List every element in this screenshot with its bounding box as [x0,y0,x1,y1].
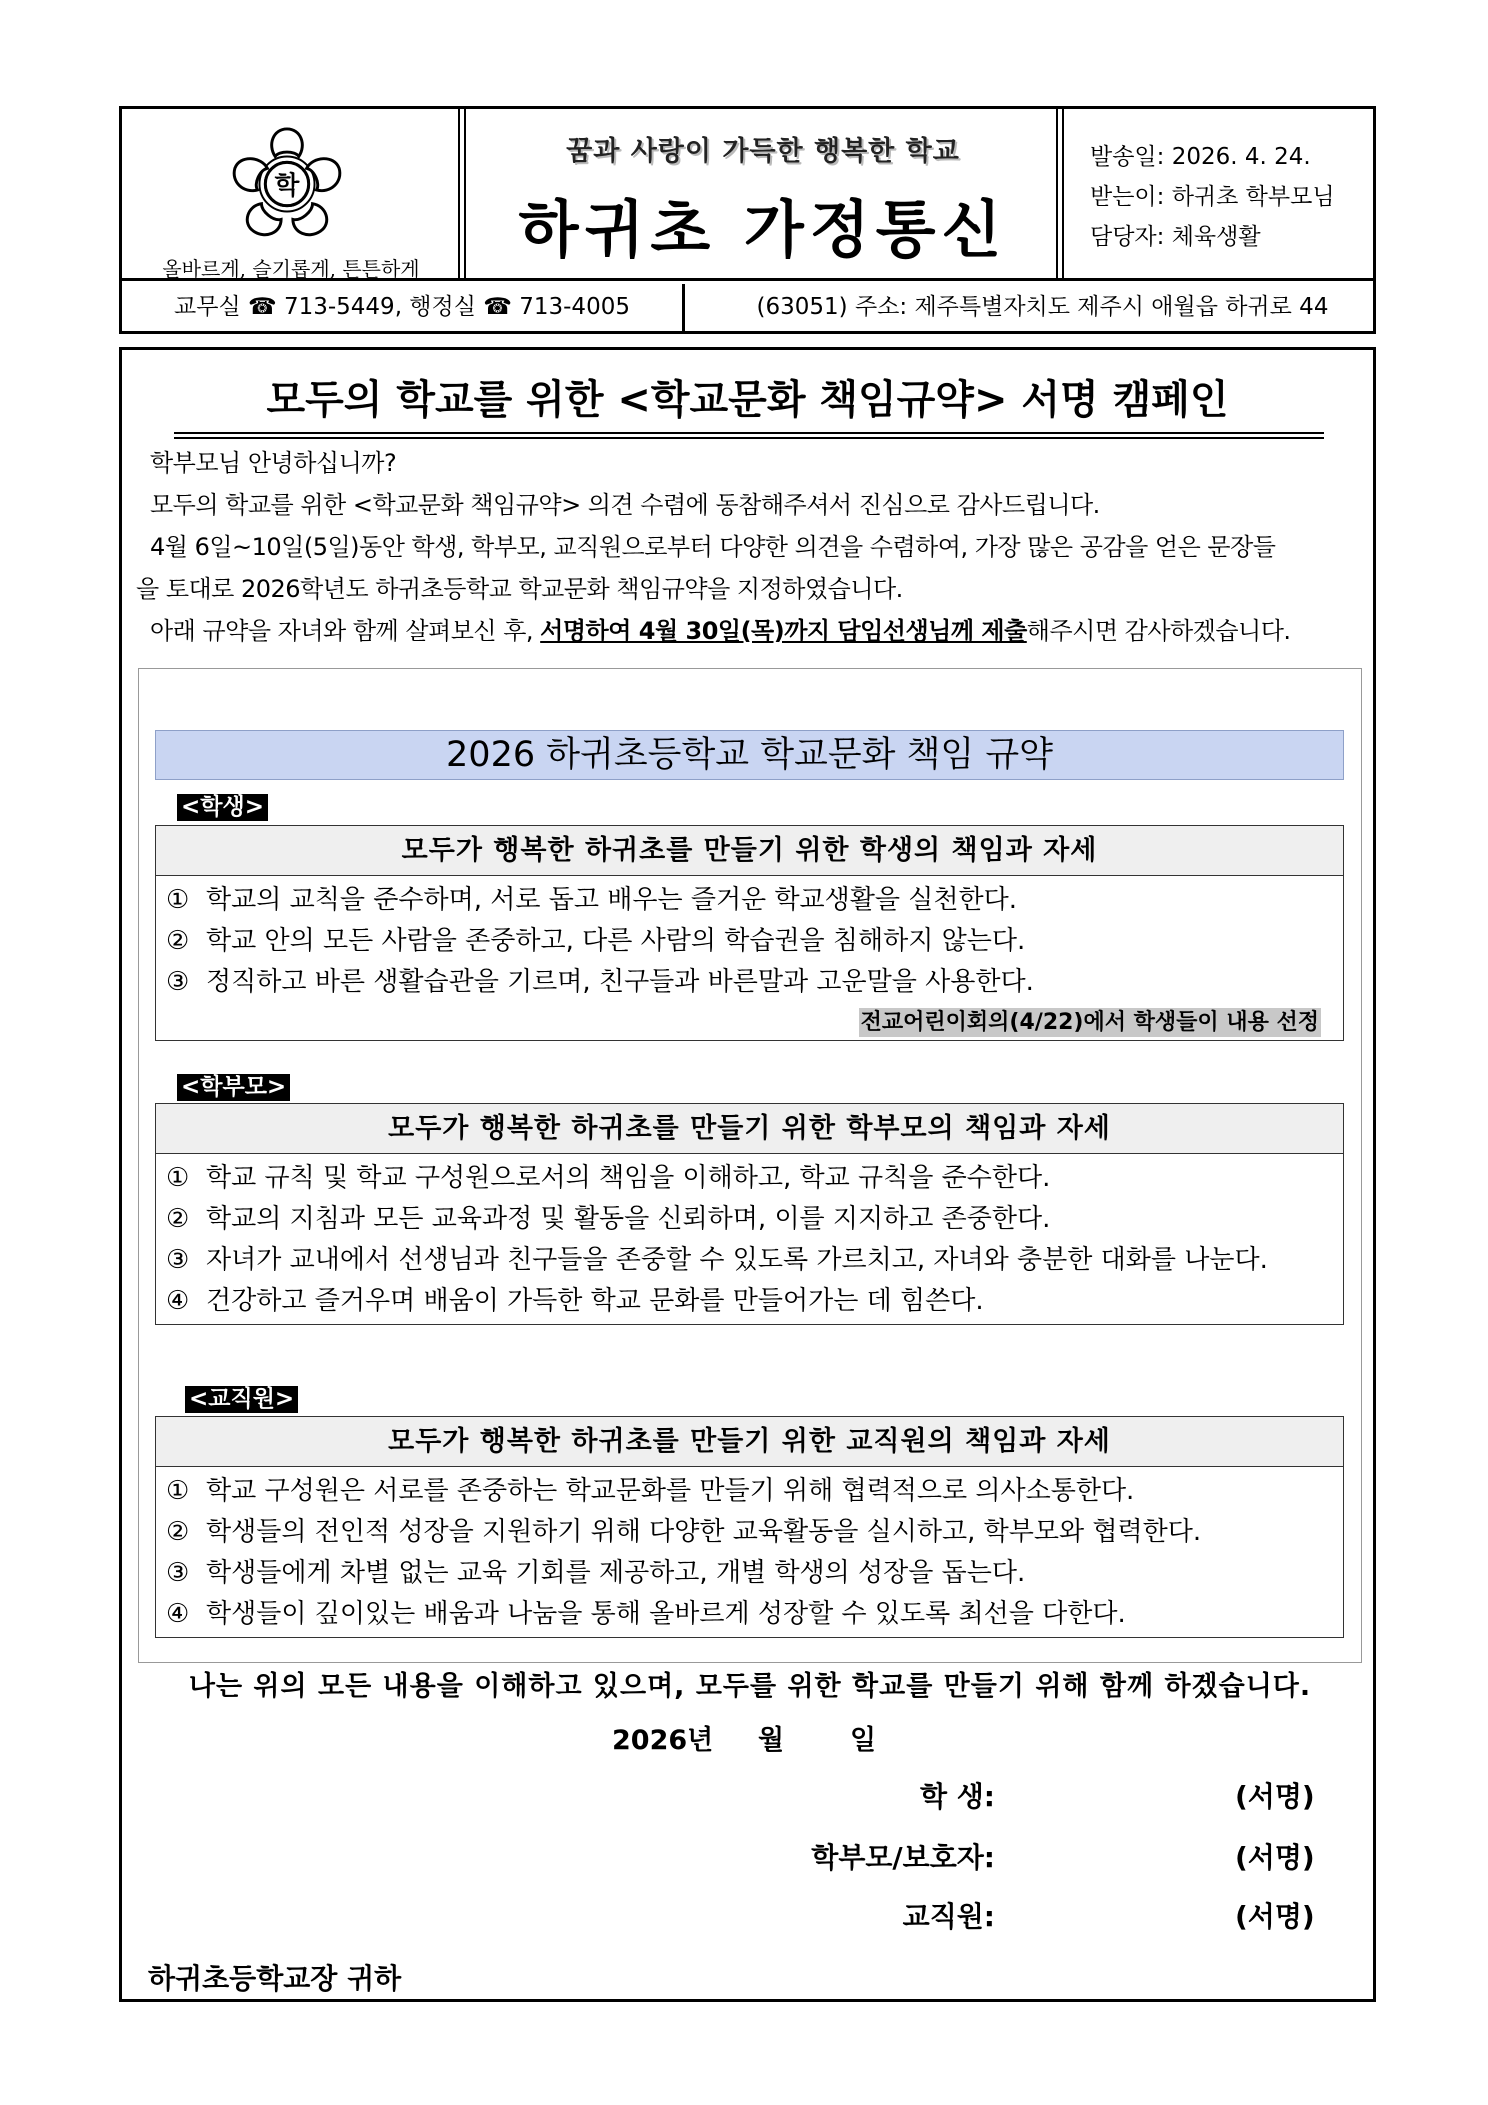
students-tag: <학생> [177,794,268,821]
list-item [166,1594,1333,1635]
title-cell [470,109,1056,278]
item-text: 자녀가 교내에서 선생님과 친구들을 존중할 수 있도록 가르치고, 자녀와 충분한 대화를 나눈다. [206,1245,1268,1275]
parent-label: 학부모/보호자: [811,1841,995,1874]
svg-text:학: 학 [274,170,300,201]
parents-heading: 모두가 행복한 하귀초를 만들기 위한 학부모의 책임과 자세 [156,1104,1343,1154]
recipient: 받는이: 하귀초 학부모님 [1090,184,1335,210]
item-text: 학교 규칙 및 학교 구성원으로서의 책임을 이해하고, 학교 규칙을 준수한다. [206,1163,1051,1193]
item-number: ② [166,926,190,956]
compact-box [138,668,1362,1663]
issue-info [1068,109,1373,278]
letter-body [119,347,1376,2002]
staff-section [155,1416,1344,1638]
item-text: 학생들이 깊이있는 배움과 나눔을 통해 올바르게 성장할 수 있도록 최선을 다한다. [206,1599,1126,1629]
staff-heading: 모두가 행복한 하귀초를 만들기 위한 교직원의 책임과 자세 [156,1417,1343,1467]
pledge-statement: 나는 위의 모든 내용을 이해하고 있으며, 모두를 위한 학교를 만들기 위해 함께 하겠습니다. [188,1671,1312,1702]
item-number: ① [166,1163,190,1193]
logo-cell [122,109,458,281]
staff-label: 교직원: [902,1900,995,1933]
staff-in-charge: 담당자: 체육생활 [1090,224,1261,250]
addressee: 하귀초등학교장 귀하 [148,1962,402,1995]
contact-divider [682,284,685,331]
list-item [166,1553,1333,1594]
item-number: ② [166,1204,190,1234]
header-divider [1056,109,1064,278]
newsletter-header [119,106,1376,334]
item-number: ③ [166,967,190,997]
list-item [166,1281,1333,1322]
school-emblem-icon [228,125,346,243]
request-paragraph [136,610,1366,652]
parent-sign-mark: (서명) [1235,1841,1315,1874]
list-item [166,1471,1333,1512]
greeting: 학부모님 안녕하십니까? [150,449,397,477]
contact-row [122,284,1373,331]
item-text: 학교 구성원은 서로를 존중하는 학교문화를 만들기 위해 협력적으로 의사소통한다. [206,1476,1135,1506]
students-section [155,825,1344,1041]
phone-numbers: 교무실 ☎ 713-5449, 행정실 ☎ 713-4005 [174,294,630,320]
school-motto: 올바르게, 슬기롭게, 튼튼하게 [162,257,420,281]
item-text: 학생들의 전인적 성장을 지원하기 위해 다양한 교육활동을 실시하고, 학부모와 협력한다. [206,1517,1202,1547]
list-item [166,1158,1333,1199]
list-item [166,1199,1333,1240]
students-list [156,876,1343,1005]
student-label: 학 생: [919,1780,995,1813]
parents-section [155,1103,1344,1325]
item-number: ③ [166,1558,190,1588]
newsletter-title: 하귀초 가정통신 [518,193,1008,266]
student-sign-mark: (서명) [1235,1780,1315,1813]
students-note-text: 전교어린이회의(4/22)에서 학생들이 내용 선정 [860,1010,1319,1035]
list-item [166,880,1333,921]
item-number: ④ [166,1286,190,1316]
item-number: ③ [166,1245,190,1275]
parents-list [156,1154,1343,1324]
item-number: ① [166,885,190,915]
deadline-emphasis: 서명하여 4월 30일(목)까지 담임선생님께 제출 [540,617,1027,645]
intro-text [136,442,1366,652]
header-top-row [122,109,1373,281]
staff-sign-mark: (서명) [1235,1900,1315,1933]
item-text: 학교의 교칙을 준수하며, 서로 돕고 배우는 즐거운 학교생활을 실천한다. [206,885,1018,915]
item-number: ① [166,1476,190,1506]
header-divider [458,109,466,278]
parents-tag: <학부모> [177,1074,290,1101]
list-item [166,921,1333,962]
staff-list [156,1467,1343,1637]
list-item [166,962,1333,1003]
school-tagline: 꿈과 사랑이 가득한 행복한 학교 [566,136,960,167]
item-text: 학생들에게 차별 없는 교육 기회를 제공하고, 개별 학생의 성장을 돕는다. [206,1558,1026,1588]
thanks-paragraph: 모두의 학교를 위한 <학교문화 책임규약> 의견 수렴에 동참해주셔서 진심으로 감사드립니다. [150,491,1100,519]
date-year: 2026년 [612,1725,714,1756]
compact-title: 2026 하귀초등학교 학교문화 책임 규약 [155,730,1344,780]
item-text: 건강하고 즐거우며 배움이 가득한 학교 문화를 만들어가는 데 힘쓴다. [206,1286,984,1316]
item-text: 학교의 지침과 모든 교육과정 및 활동을 신뢰하며, 이를 지지하고 존중한다. [206,1204,1051,1234]
staff-tag: <교직원> [185,1386,298,1413]
students-heading: 모두가 행복한 하귀초를 만들기 위한 학생의 책임과 자세 [156,826,1343,876]
process-paragraph-line1: 4월 6일~10일(5일)동안 학생, 학부모, 교직원으로부터 다양한 의견을 수렴하여, 가장 많은 공감을 얻은 문장들 [150,533,1276,561]
request-text: 아래 규약을 자녀와 함께 살펴보신 후, [150,617,541,645]
school-address: (63051) 주소: 제주특별자치도 제주시 애월읍 하귀로 44 [756,294,1329,320]
item-text: 학교 안의 모든 사람을 존중하고, 다른 사람의 학습권을 침해하지 않는다. [206,926,1026,956]
students-note [156,1005,1343,1040]
date-day: 일 [850,1725,877,1756]
date-month: 월 [758,1725,785,1756]
issue-date: 발송일: 2026. 4. 24. [1090,144,1311,170]
request-text-end: 해주시면 감사하겠습니다. [1026,617,1291,645]
list-item [166,1240,1333,1281]
item-number: ④ [166,1599,190,1629]
item-text: 정직하고 바른 생활습관을 기르며, 친구들과 바른말과 고운말을 사용한다. [206,967,1034,997]
campaign-title: 모두의 학교를 위한 <학교문화 책임규약> 서명 캠페인 [266,377,1229,423]
process-paragraph-line2: 을 토대로 2026학년도 하귀초등학교 학교문화 책임규약을 지정하였습니다. [136,575,903,603]
item-number: ② [166,1517,190,1547]
title-underline [174,432,1324,439]
list-item [166,1512,1333,1553]
